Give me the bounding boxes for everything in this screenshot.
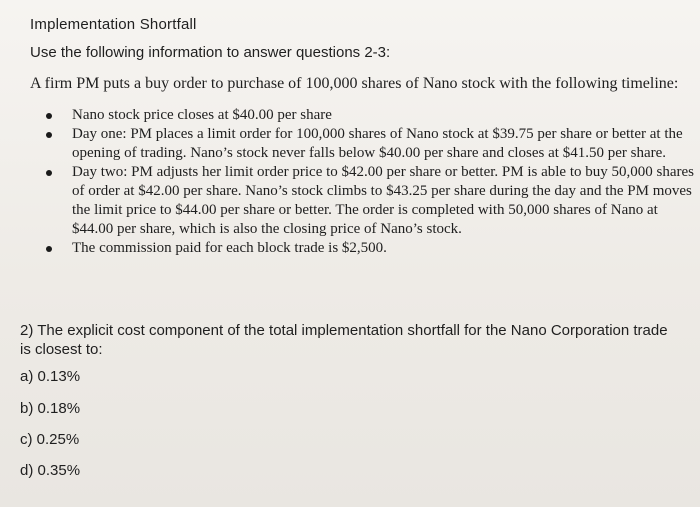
list-item xyxy=(40,239,700,258)
list-item-text: Day one: PM places a limit order for 100,000 shares of Nano stock at $39.75 per share or better at the opening of trading. Nano’s stock never falls below $40.00 per share and closes at $41.50 per share. xyxy=(72,126,683,161)
answer-option-a: a) 0.13% xyxy=(20,368,81,385)
instruction-text: Use the following information to answer questions 2-3: xyxy=(30,44,391,61)
timeline-list xyxy=(40,106,700,258)
list-item xyxy=(40,106,700,125)
list-item-text: Nano stock price closes at $40.00 per share xyxy=(72,107,332,123)
answer-option-d: d) 0.35% xyxy=(20,462,81,479)
bullet-icon xyxy=(46,246,52,252)
list-item xyxy=(40,125,700,163)
intro-text: A firm PM puts a buy order to purchase of 100,000 shares of Nano stock with the following timeline: xyxy=(30,75,679,92)
question-text: 2) The explicit cost component of the total implementation shortfall for the Nano Corporation trade is closest to: xyxy=(20,322,668,358)
list-item-text: The commission paid for each block trade is $2,500. xyxy=(72,240,387,256)
list-item xyxy=(40,163,700,239)
page-title: Implementation Shortfall xyxy=(30,16,197,33)
answer-option-c: c) 0.25% xyxy=(20,431,80,448)
bullet-icon xyxy=(46,113,52,119)
list-item-text: Day two: PM adjusts her limit order price to $42.00 per share or better. PM is able to buy 50,000 shares of order at $42.00 per share. Nano’s stock climbs to $43.25 per share during the day and the PM moves the limit price to $44.00 per share or better. The order is completed with 50,000 shares of Nano at $44.00 per share, which is also the closing price of Nano’s stock. xyxy=(72,164,694,237)
bullet-icon xyxy=(46,132,52,138)
answer-option-b: b) 0.18% xyxy=(20,400,81,417)
bullet-icon xyxy=(46,170,52,176)
